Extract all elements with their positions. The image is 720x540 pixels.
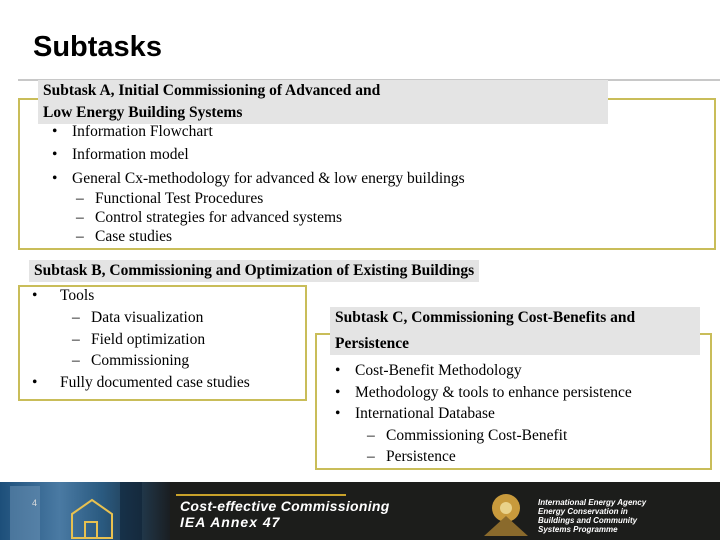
bullet-glyph: • (335, 362, 341, 379)
subtask-b-bullet-1: Tools (60, 287, 95, 304)
bullet-glyph: • (52, 170, 58, 187)
footer-title: Cost-effective Commissioning (180, 498, 390, 514)
org-line: Buildings and Community (538, 516, 638, 525)
list-item (76, 209, 342, 227)
footer-organization (538, 498, 646, 534)
iea-logo-icon (478, 486, 534, 538)
dash-glyph: – (367, 448, 375, 465)
org-line: International Energy Agency (538, 498, 647, 507)
list-item (72, 331, 205, 349)
bullet-glyph: • (335, 405, 341, 422)
dash-glyph: – (72, 331, 80, 348)
subtask-c-bullet-3: International Database (355, 405, 495, 422)
list-item (335, 362, 522, 380)
dash-glyph: – (76, 209, 84, 226)
list-item (32, 287, 94, 305)
subtask-a-bullet-2: Information model (72, 146, 189, 163)
subtask-c-header (330, 307, 700, 355)
list-item (32, 374, 250, 392)
subtask-c-sub-1: Commissioning Cost-Benefit (386, 427, 568, 444)
subtask-c-sub-2: Persistence (386, 448, 456, 465)
subtask-a-bullet-1: Information Flowchart (72, 123, 213, 140)
building-photo (0, 482, 170, 540)
subtask-b-sub-3: Commissioning (91, 352, 190, 369)
list-item (72, 352, 189, 370)
org-line: Systems Programme (538, 525, 618, 534)
subtask-a-sub-2: Control strategies for advanced systems (95, 209, 343, 226)
subtask-c-bullet-2: Methodology & tools to enhance persistence (355, 384, 632, 401)
building-house-icon (0, 482, 170, 540)
list-item (367, 427, 567, 445)
page-number: 4 (32, 498, 38, 508)
subtask-a-header-line1: Subtask A, Initial Commissioning of Advanced and (43, 82, 381, 99)
bullet-glyph: • (32, 374, 38, 391)
subtask-a-header-line2: Low Energy Building Systems (43, 104, 243, 121)
subtask-b-sub-2: Field optimization (91, 331, 206, 348)
subtask-c-bullet-1: Cost-Benefit Methodology (355, 362, 522, 379)
footer-accent-line (176, 494, 346, 496)
dash-glyph: – (72, 352, 80, 369)
subtask-c-header-line2: Persistence (335, 335, 410, 352)
subtask-b-bullet-2: Fully documented case studies (60, 374, 250, 391)
list-item (52, 146, 189, 164)
dash-glyph: – (72, 309, 80, 326)
footer-banner (0, 482, 720, 540)
dash-glyph: – (76, 190, 84, 207)
footer-subtitle: IEA Annex 47 (180, 514, 281, 530)
subtask-a-header (38, 80, 608, 124)
bullet-glyph: • (52, 146, 58, 163)
list-item (76, 190, 263, 208)
slide-title: Subtasks (33, 31, 162, 63)
bullet-glyph: • (32, 287, 38, 304)
subtask-c-header-line1: Subtask C, Commissioning Cost-Benefits and (335, 309, 636, 326)
list-item (52, 170, 465, 188)
subtask-a-sub-3: Case studies (95, 228, 173, 245)
dash-glyph: – (76, 228, 84, 245)
list-item (335, 384, 632, 402)
list-item (76, 228, 172, 246)
list-item (72, 309, 203, 327)
subtask-a-bullet-3: General Cx-methodology for advanced & low energy buildings (72, 170, 465, 187)
subtask-b-header: Subtask B, Commissioning and Optimization of Existing Buildings (29, 260, 479, 282)
org-line: Energy Conservation in (538, 507, 628, 516)
subtask-a-sub-1: Functional Test Procedures (95, 190, 264, 207)
subtask-b-sub-1: Data visualization (91, 309, 204, 326)
bullet-glyph: • (335, 384, 341, 401)
bullet-glyph: • (52, 123, 58, 140)
dash-glyph: – (367, 427, 375, 444)
list-item (52, 123, 213, 141)
list-item (367, 448, 456, 466)
list-item (335, 405, 495, 423)
